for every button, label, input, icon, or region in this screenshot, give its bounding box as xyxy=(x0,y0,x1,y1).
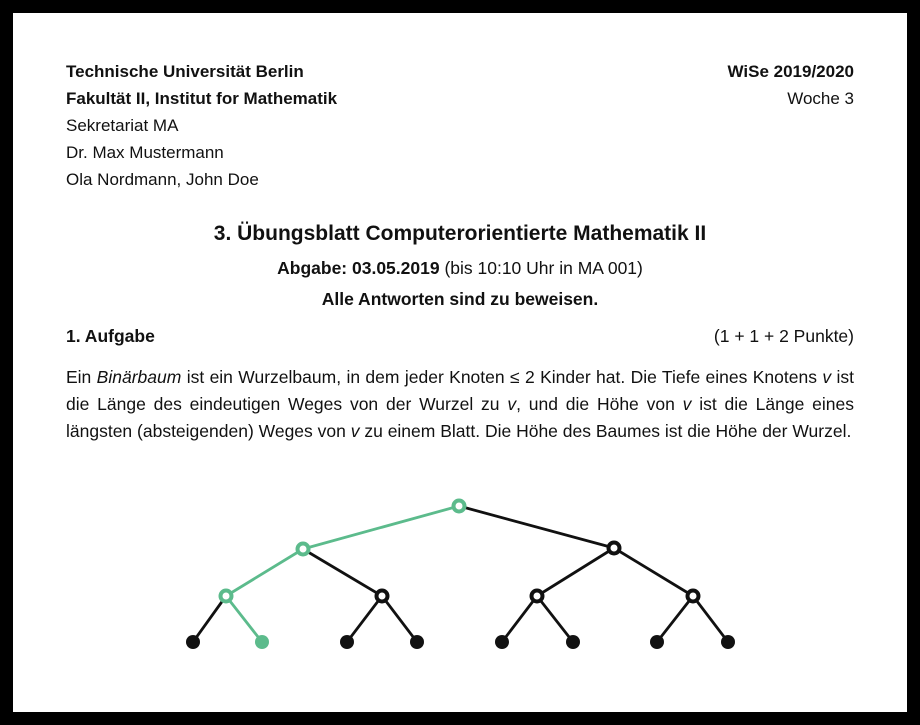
task-points: (1 + 1 + 2 Punkte) xyxy=(713,326,854,346)
header-line: Fakultät II, Institut for Mathematik xyxy=(66,89,338,108)
header-line: WiSe 2019/2020 xyxy=(727,62,854,81)
binary-tree-diagram xyxy=(13,13,907,712)
italic-term: Binärbaum xyxy=(96,367,182,387)
tree-edge xyxy=(537,596,573,642)
italic-term: v xyxy=(350,421,360,441)
tree-edge xyxy=(226,596,262,642)
tree-edge xyxy=(303,549,382,596)
tree-edge xyxy=(347,596,382,642)
tree-leaf-node xyxy=(495,635,509,649)
italic-term: v xyxy=(682,394,692,414)
tree-edge xyxy=(537,548,614,596)
text-segment: , und die Höhe von xyxy=(516,394,683,414)
tree-leaf-node xyxy=(410,635,424,649)
task-label: 1. Aufgabe xyxy=(66,326,155,346)
tree-inner-node xyxy=(688,591,699,602)
text-segment: ist die Länge des eindeutigen Weges von der Wurzel zu xyxy=(66,367,854,414)
tree-edge xyxy=(614,548,693,596)
tree-inner-node xyxy=(454,501,465,512)
tree-edge xyxy=(502,596,537,642)
text-segment: ist ein Wurzelbaum, in dem jeder Knoten ≤ 2 Kinder hat. Die Tiefe eines Knotens xyxy=(181,367,823,387)
header-line: Technische Universität Berlin xyxy=(66,62,304,81)
tree-inner-node xyxy=(609,543,620,554)
document-page xyxy=(13,13,907,712)
deadline-date: Abgabe: 03.05.2019 xyxy=(277,258,440,278)
tree-inner-node xyxy=(221,591,232,602)
tree-edge xyxy=(693,596,728,642)
italic-term: v xyxy=(822,367,832,387)
tree-leaf-node xyxy=(255,635,269,649)
tree-edge xyxy=(303,506,459,549)
text-segment: Ein xyxy=(66,367,97,387)
tree-inner-node xyxy=(377,591,388,602)
tree-edge xyxy=(657,596,693,642)
tree-edge xyxy=(226,549,303,596)
header-line: Woche 3 xyxy=(787,89,854,108)
tree-leaf-node xyxy=(186,635,200,649)
tree-inner-node xyxy=(298,544,309,555)
italic-term: v xyxy=(507,394,517,414)
tree-edge xyxy=(382,596,417,642)
tree-leaf-node xyxy=(650,635,664,649)
text-segment: ist die Länge eines längsten (absteigenden) Weges von xyxy=(66,394,855,441)
note-line: Alle Antworten sind zu beweisen. xyxy=(321,289,599,309)
tree-inner-node xyxy=(532,591,543,602)
tree-leaf-node xyxy=(566,635,580,649)
tree-edge xyxy=(459,506,614,548)
tree-edge xyxy=(193,596,226,642)
sheet-title: 3. Übungsblatt Computerorientierte Mathematik II xyxy=(213,222,707,245)
text-segment: zu einem Blatt. Die Höhe des Baumes ist die Höhe der Wurzel. xyxy=(359,421,852,441)
header-line: Sekretariat MA xyxy=(66,116,179,135)
tree-leaf-node xyxy=(340,635,354,649)
header-line: Ola Nordmann, John Doe xyxy=(66,170,259,189)
header-line: Dr. Max Mustermann xyxy=(66,143,224,162)
tree-leaf-node xyxy=(721,635,735,649)
deadline-details: (bis 10:10 Uhr in MA 001) xyxy=(439,258,643,278)
